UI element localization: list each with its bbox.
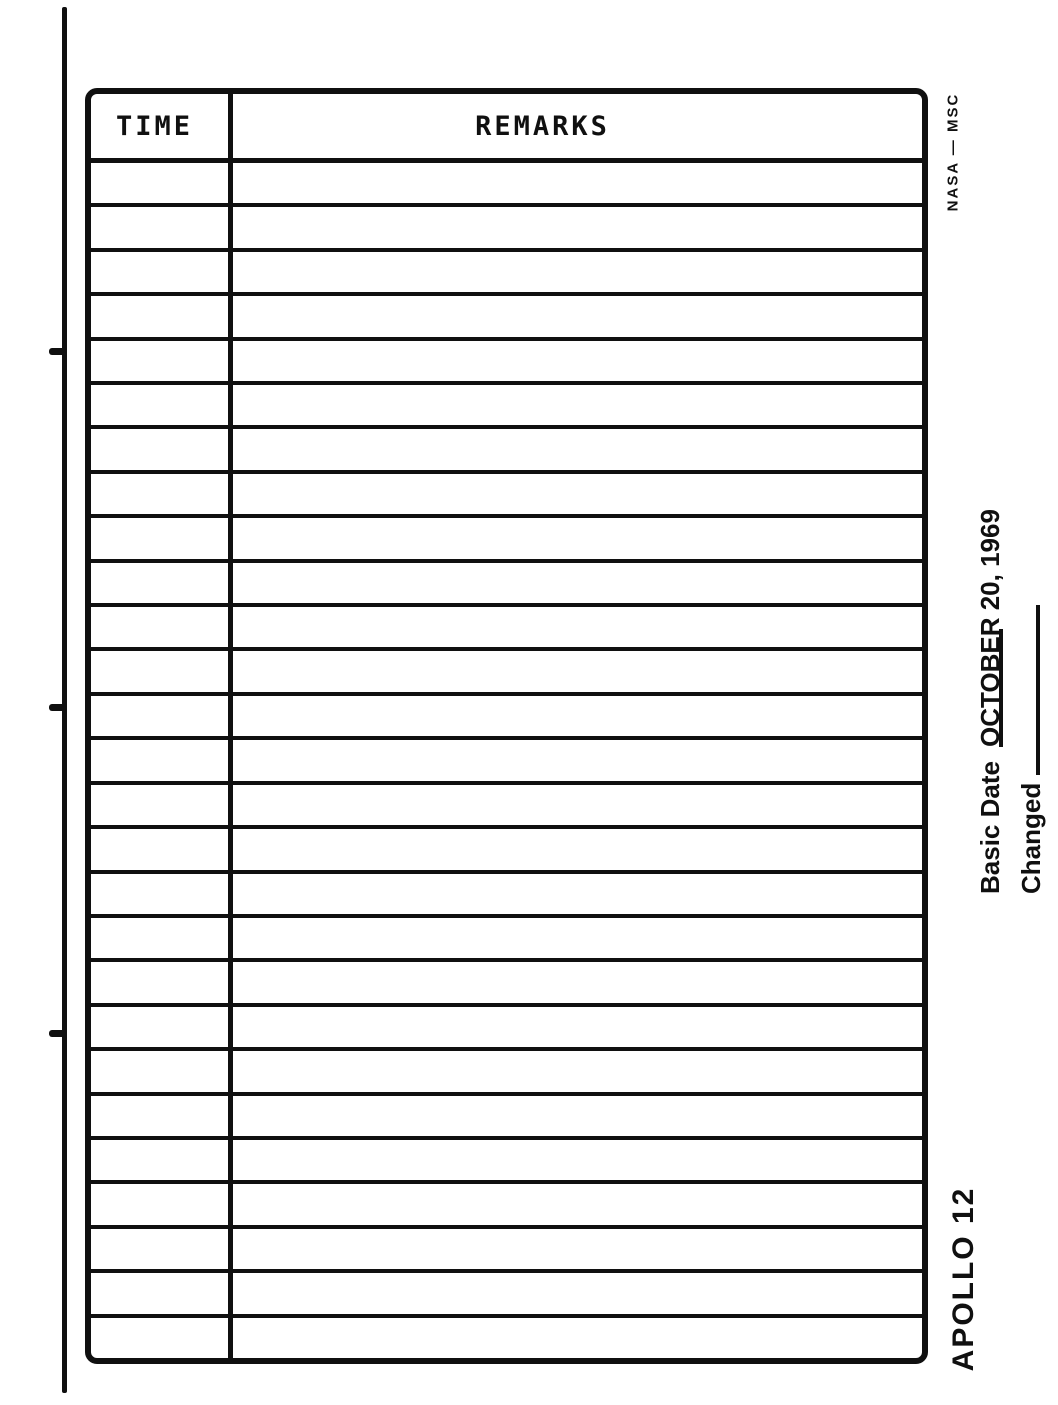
time-cell — [91, 1273, 233, 1313]
remarks-cell — [233, 1140, 922, 1180]
remarks-cell — [233, 1096, 922, 1136]
time-cell — [91, 829, 233, 869]
time-cell — [91, 1096, 233, 1136]
table-row — [91, 341, 922, 385]
table-row — [91, 918, 922, 962]
agency-stamp: NASA — MSC — [944, 92, 962, 212]
time-cell — [91, 518, 233, 558]
remarks-cell — [233, 1229, 922, 1269]
table-row — [91, 607, 922, 651]
time-remarks-table — [85, 88, 928, 1364]
basic-date-label: Basic Date — [975, 761, 1005, 894]
table-row — [91, 1051, 922, 1095]
table-row — [91, 874, 922, 918]
time-cell — [91, 207, 233, 247]
remarks-cell — [233, 341, 922, 381]
remarks-cell — [233, 962, 922, 1002]
time-cell — [91, 962, 233, 1002]
table-row — [91, 429, 922, 473]
table-row — [91, 651, 922, 695]
changed-label: Changed — [1016, 782, 1046, 894]
time-cell — [91, 296, 233, 336]
time-cell — [91, 1007, 233, 1047]
time-cell — [91, 163, 233, 203]
table-row — [91, 829, 922, 873]
table-row — [91, 518, 922, 562]
date-block — [971, 450, 1051, 894]
remarks-cell — [233, 918, 922, 958]
remarks-cell — [233, 607, 922, 647]
time-cell — [91, 341, 233, 381]
time-cell — [91, 785, 233, 825]
time-cell — [91, 696, 233, 736]
remarks-cell — [233, 163, 922, 203]
basic-date-value: OCTOBER 20, 1969 — [975, 509, 1005, 748]
time-cell — [91, 874, 233, 914]
table-row — [91, 207, 922, 251]
time-cell — [91, 429, 233, 469]
changed-blank-line — [1010, 605, 1040, 775]
table-row — [91, 785, 922, 829]
table-header-row — [91, 94, 922, 163]
remarks-cell — [233, 1318, 922, 1358]
table-row — [91, 1096, 922, 1140]
remarks-cell — [233, 1184, 922, 1224]
remarks-cell — [233, 252, 922, 292]
table-row — [91, 1229, 922, 1273]
time-cell — [91, 918, 233, 958]
time-column-header: TIME — [91, 94, 233, 158]
time-cell — [91, 252, 233, 292]
binding-tick — [49, 1030, 65, 1037]
remarks-cell — [233, 1273, 922, 1313]
binding-edge-rule — [62, 7, 67, 1393]
time-cell — [91, 1318, 233, 1358]
table-row — [91, 1007, 922, 1051]
table-row — [91, 296, 922, 340]
remarks-cell — [233, 429, 922, 469]
table-row — [91, 474, 922, 518]
table-row — [91, 385, 922, 429]
binding-tick — [49, 704, 65, 711]
changed-line — [1010, 450, 1051, 894]
remarks-cell — [233, 696, 922, 736]
table-rows — [91, 163, 922, 1358]
binding-tick — [49, 348, 65, 355]
remarks-cell — [233, 874, 922, 914]
time-cell — [91, 385, 233, 425]
table-row — [91, 163, 922, 207]
remarks-column-header: REMARKS — [475, 110, 610, 142]
table-row — [91, 252, 922, 296]
remarks-cell — [233, 385, 922, 425]
remarks-cell — [233, 207, 922, 247]
table-row — [91, 740, 922, 784]
basic-date-line — [971, 450, 1010, 894]
time-cell — [91, 1051, 233, 1091]
table-row — [91, 696, 922, 740]
time-cell — [91, 1140, 233, 1180]
remarks-cell — [233, 518, 922, 558]
table-row — [91, 962, 922, 1006]
remarks-cell — [233, 651, 922, 691]
time-cell — [91, 563, 233, 603]
table-row — [91, 1184, 922, 1228]
time-cell — [91, 1184, 233, 1224]
mission-title: APOLLO 12 — [947, 1186, 980, 1372]
time-cell — [91, 474, 233, 514]
remarks-cell — [233, 563, 922, 603]
time-cell — [91, 607, 233, 647]
remarks-cell — [233, 829, 922, 869]
table-row — [91, 563, 922, 607]
time-cell — [91, 740, 233, 780]
table-row — [91, 1273, 922, 1317]
remarks-cell — [233, 785, 922, 825]
table-row — [91, 1140, 922, 1184]
table-row — [91, 1318, 922, 1358]
time-cell — [91, 651, 233, 691]
remarks-cell — [233, 1051, 922, 1091]
time-cell — [91, 1229, 233, 1269]
remarks-cell — [233, 474, 922, 514]
remarks-cell — [233, 740, 922, 780]
remarks-cell — [233, 296, 922, 336]
remarks-cell — [233, 1007, 922, 1047]
